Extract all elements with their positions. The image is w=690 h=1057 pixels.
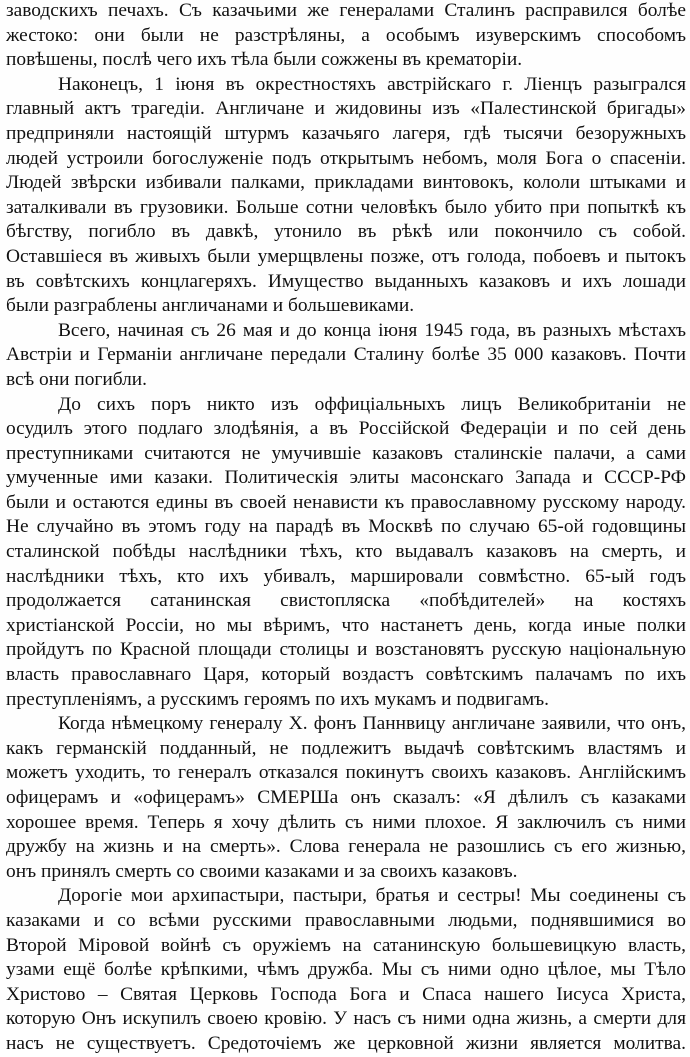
text-line: которую Онъ искупилъ своею кровiю. У насъ съ ними одна жизнь, а смерти для	[6, 1008, 686, 1030]
text-line: Когда нѣмецкому генералу Х. фонъ Паннвицу англичане заявили, что онъ,	[58, 713, 686, 735]
text-line: казаками и со всѣми русскими православными людьми, поднявшимися во	[6, 909, 686, 931]
text-line: офицерамъ и «офицерамъ» СМЕРШа онъ сказалъ: «Я дѣлилъ съ казаками	[6, 787, 686, 808]
text-line: До сихъ поръ никто изъ оффицiальныхъ лицъ Великобританiи не	[58, 393, 686, 415]
text-line: Не случайно въ этомъ году на парадѣ въ Москвѣ по случаю 65-ой годовщины	[6, 516, 686, 538]
text-line: жестоко: они были не разстрѣляны, а особымъ изуверскимъ способомъ	[6, 24, 686, 46]
text-line: продолжается сатанинская свистопляска «побѣдителей» на костяхъ	[6, 590, 686, 612]
text-line: узами ещё болѣе крѣпкими, чѣмъ дружба. Мы съ ними одно цѣлое, мы Тѣло	[6, 959, 686, 981]
text-line: людей устроили богослуженiе подъ открытымъ небомъ, моля Бога о спасенiи.	[6, 147, 686, 169]
text-line: Христово – Святая Церковь Господа Бога и Спаса нашего Iисуса Христа,	[6, 983, 686, 1005]
text-line: насъ не существуетъ. Средоточiемъ же церковной жизни является молитва.	[6, 1032, 686, 1054]
text-line: были и остаются едины въ своей ненависти къ православному русскому народу.	[6, 491, 686, 513]
text-line: въ совѣтскихъ концлагеряхъ. Имущество выданныхъ казаковъ и ихъ лошади	[6, 270, 686, 292]
text-line: были разграблены англичанами и большевиками.	[6, 295, 415, 317]
text-line: повѣшены, послѣ чего ихъ тѣла были сожжены въ крематорiи.	[6, 49, 523, 71]
text-line: преступниками считаются не умучившiе казаковъ сталинскiе палачи, а сами	[6, 442, 686, 464]
text-line: Оставшiеся въ живыхъ были умерщвлены позже, отъ голода, побоевъ и пытокъ	[6, 245, 686, 267]
text-line: умученные ими казаки. Политическiя элиты масонскаго Запада и СССР-РФ	[6, 467, 686, 489]
text-line: Всего, начиная съ 26 мая и до конца iюня 1945 года, въ разныхъ мѣстахъ	[58, 319, 686, 341]
text-line: заталкивали въ грузовики. Больше сотни человѣкъ было убито при попыткѣ къ	[6, 196, 686, 218]
text-line: осудилъ этого подлаго злодѣянiя, а въ Россiйской Федерацiи и по сей день	[6, 418, 686, 440]
text-line: Людей звѣрски избивали палками, прикладами винтовокъ, кололи штыками и	[6, 172, 686, 194]
text-line: Второй Мiровой войнѣ съ оружiемъ на сатанинскую большевицкую власть,	[6, 934, 686, 956]
text-line: наслѣдники тѣхъ, кто ихъ убивалъ, маршировали совмѣстно. 65-ый годъ	[6, 565, 686, 587]
text-line: главный актъ трагедiи. Англичане и жидовины изъ «Палестинской бригады»	[6, 98, 686, 120]
text-line: Наконецъ, 1 iюня въ окрестностяхъ австрiйскаго г. Лiенцъ разыгрался	[58, 73, 686, 95]
text-line: всѣ они погибли.	[6, 368, 148, 390]
paragraph-total	[6, 319, 686, 393]
paragraph-pannwitz	[6, 712, 686, 884]
text-line: хорошее время. Теперь я хочу дѣлить съ ними плохое. Я заключилъ съ ними	[6, 811, 686, 833]
paragraph-officials	[6, 393, 686, 713]
text-line: онъ принялъ смерть со своими казаками и за своихъ казаковъ.	[6, 860, 518, 882]
text-line: дружбу на жизнь и на смерть». Слова генерала не разошлись съ его жизнью,	[6, 836, 686, 858]
text-line: какъ германскiй подданный, не подлежитъ выдачѣ совѣтскимъ властямъ и	[6, 737, 686, 759]
text-line: Дорогiе мои архипастыри, пастыри, братья и сестры! Мы соединены съ	[58, 885, 686, 907]
text-line: бѣгству, погибло въ давкѣ, утонило въ рѣкѣ или покончило съ собой.	[6, 221, 686, 243]
text-line: сталинской побѣды наслѣдники тѣхъ, кто выдавалъ казаковъ на смерть, и	[6, 541, 686, 563]
paragraph-address	[6, 884, 686, 1056]
text-line: Австрiи и Германiи англичане передали Сталину болѣе 35 000 казаковъ. Почти	[6, 344, 686, 366]
text-line: можетъ уходить, то генералъ отказался покинутъ своихъ казаковъ. Англiйскимъ	[6, 762, 686, 784]
text-line: христiанской Россiи, но мы вѣримъ, что настанетъ день, когда иные полки	[6, 614, 686, 636]
text-line: власть православнаго Царя, который воздастъ совѣтскимъ палачамъ по ихъ	[6, 664, 686, 686]
text-line: заводскихъ печахъ. Съ казачьими же генералами Сталинъ расправился болѣе	[6, 0, 686, 21]
text-line: преступленiямъ, а русскимъ героямъ по ихъ мукамъ и подвигамъ.	[6, 688, 549, 710]
paragraph-lienz	[6, 73, 686, 319]
text-line: пройдутъ по Красной площади столицы и возстановятъ русскую нацiональную	[6, 639, 686, 661]
text-line: предприняли настоящiй штурмъ казачьяго лагеря, гдѣ тысячи безоружныхъ	[6, 122, 686, 144]
paragraph-continuation	[6, 0, 686, 73]
